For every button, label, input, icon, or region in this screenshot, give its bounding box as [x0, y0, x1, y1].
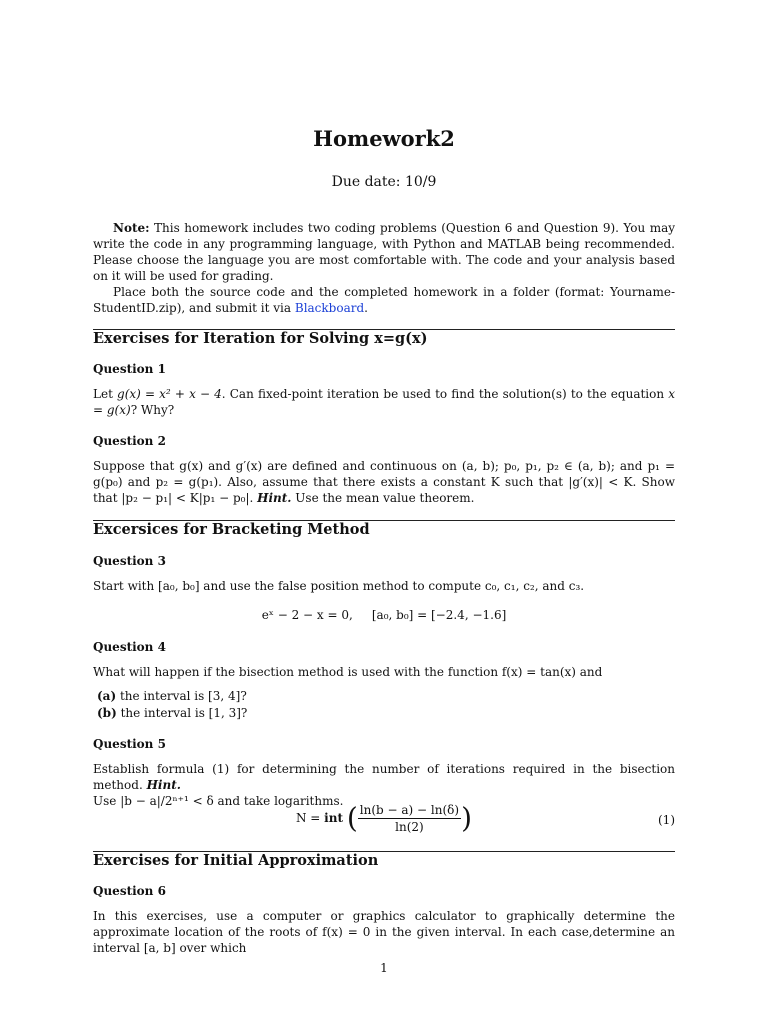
equation-number: (1) [658, 813, 675, 827]
question-3-title: Question 3 [93, 554, 166, 568]
question-2-title: Question 2 [93, 434, 166, 448]
submission-paragraph [93, 284, 675, 316]
eq-int: int [324, 811, 343, 825]
q5-text-1: Establish formula (1) for determining the number of iterations required in the bisection method. [93, 762, 675, 792]
question-4-text: What will happen if the bisection method is used with the function f(x) = tan(x) and [93, 665, 603, 679]
note-label: Note: [113, 221, 150, 235]
blackboard-link[interactable]: Blackboard [294, 301, 365, 315]
document-title: Homework2 [313, 126, 455, 151]
note-text: This homework includes two coding problems (Question 6 and Question 9). You may write the code in any programming language, with Python and MATLAB being recommended. Please choose the language you are most comfortable with. The code and your analysis based on it will be used for grading. [93, 221, 675, 283]
question-2-text [93, 458, 675, 506]
item-a-text: the interval is [3, 4]? [119, 689, 247, 703]
q1-math-eq: x = g(x) [93, 387, 675, 417]
q2-text-2: Use the mean value theorem. [291, 491, 475, 505]
q5-text-2: Use |b − a|/2ⁿ⁺¹ < δ and take logarithms. [93, 794, 344, 808]
submission-period: . [364, 301, 368, 315]
equation-1 [93, 802, 675, 835]
question-3-equation: eˣ − 2 − x = 0, [a₀, b₀] = [−2.4, −1.6] [261, 608, 507, 622]
question-6-title: Question 6 [93, 884, 166, 898]
question-6-text: In this exercises, use a computer or graphics calculator to graphically determine the approximate location of the roots of f(x) = 0 in the given interval. In each case,determine an interval [a, b] over which [93, 909, 675, 955]
q2-text-1: Suppose that g(x) and g′(x) are defined and continuous on (a, b); p₀, p₁, p₂ ∈ (a, b); and p₁ = g(p₀) and p₂ = g(p₁). Also, assume that there exists a constant K such that |g′(x)| < K. Show that |p₂ − p₁| < K|p₁ − p₀|. [93, 459, 675, 505]
q1-text-1: Let [93, 387, 118, 401]
submission-text: Place both the source code and the completed homework in a folder (format: Yourname-StudentID.zip), and submit it via [93, 285, 675, 315]
question-4-item-a [97, 688, 247, 704]
due-date: Due date: 10/9 [331, 174, 437, 190]
left-paren-icon: ( [346, 801, 358, 835]
section-title-bracketing: Excersices for Bracketing Method [93, 521, 370, 538]
question-4-item-b [97, 705, 247, 721]
q5-hint-label: Hint. [146, 778, 181, 792]
question-1-title: Question 1 [93, 362, 166, 376]
item-a-label: (a) [97, 689, 117, 703]
item-b-text: the interval is [1, 3]? [120, 706, 248, 720]
section-title-initial-approximation: Exercises for Initial Approximation [93, 852, 379, 869]
page-number: 1 [380, 961, 388, 975]
q1-text-3: ? Why? [130, 403, 175, 417]
eq-fraction [358, 802, 461, 835]
eq-lhs: N = [295, 811, 325, 825]
section-title-iteration: Exercises for Iteration for Solving x=g(x) [93, 330, 428, 347]
question-5-title: Question 5 [93, 737, 166, 751]
eq-denominator: ln(2) [395, 820, 424, 834]
note-paragraph [93, 220, 675, 284]
q1-text-2: . Can fixed-point iteration be used to find the solution(s) to the equation [221, 387, 669, 401]
q2-hint-label: Hint. [257, 491, 292, 505]
q1-math-g: g(x) = x² + x − 4 [117, 387, 222, 401]
item-b-label: (b) [97, 706, 117, 720]
eq-numerator: ln(b − a) − ln(δ) [359, 803, 460, 817]
question-3-text: Start with [a₀, b₀] and use the false position method to compute c₀, c₁, c₂, and c₃. [93, 579, 585, 593]
question-1-text [93, 386, 675, 418]
right-paren-icon: ) [461, 801, 472, 835]
question-4-title: Question 4 [93, 640, 166, 654]
